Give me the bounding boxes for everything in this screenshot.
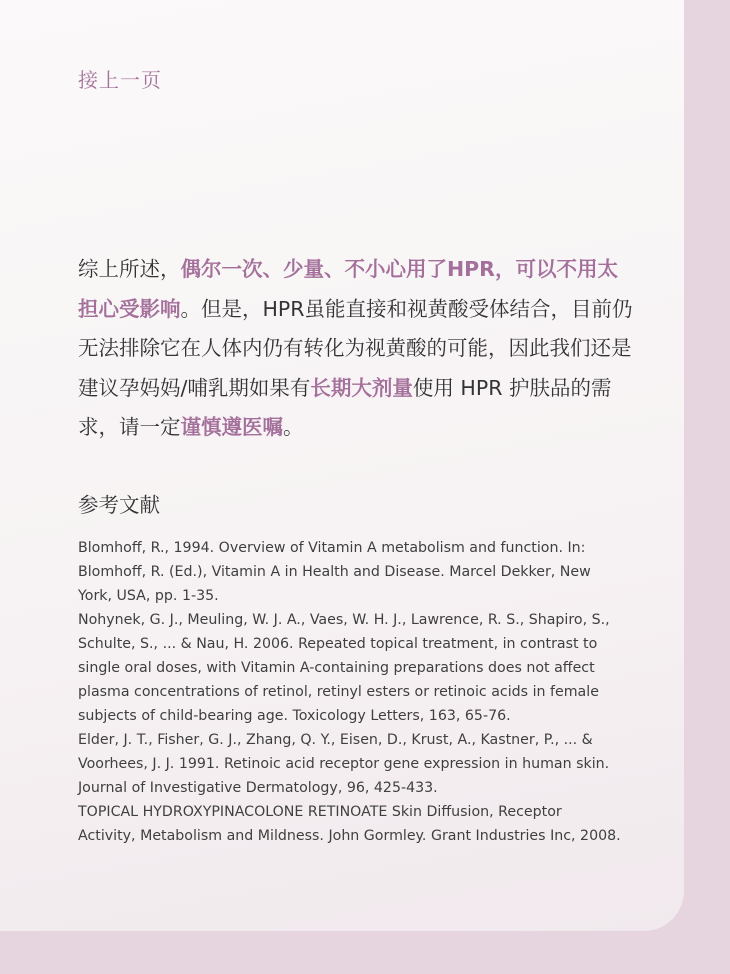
summary-highlight: 偶尔一次、少量、不小心用了HPR，可以不用太担心受影响 xyxy=(78,257,618,321)
references-title: 参考文献 xyxy=(78,493,160,517)
summary-paragraph xyxy=(78,250,638,448)
continued-from-previous-page: 接上一页 xyxy=(78,68,162,92)
summary-text: 使用 HPR 护肤品的需求，请一定 xyxy=(78,375,612,439)
reference-item: Blomhoff, R., 1994. Overview of Vitamin A metabolism and function. In: Blomhoff, R. (Ed.), Vitamin A in Health and Disease. Marcel Dekker, New York, USA, pp. 1-35. xyxy=(78,540,591,604)
reference-item: Elder, J. T., Fisher, G. J., Zhang, Q. Y., Eisen, D., Krust, A., Kastner, P., ... & Voorhees, J. J. 1991. Retinoic acid receptor gene expression in human skin. Journal of Investigative Dermatology, 96, 425-433. xyxy=(78,732,610,796)
summary-highlight: 长期大剂量 xyxy=(310,375,413,400)
summary-text: 综上所述， xyxy=(78,257,181,281)
summary-text: 。但是，HPR虽能直接和视黄酸受体结合，目前仍无法排除它在人体内仍有转化为视黄酸的可能，因此我们还是建议孕妈妈/哺乳期如果有 xyxy=(78,296,633,400)
reference-item: Nohynek, G. J., Meuling, W. J. A., Vaes, W. H. J., Lawrence, R. S., Shapiro, S., Schulte, S., ... & Nau, H. 2006. Repeated topical treatment, in contrast to single oral doses, with Vitamin A-containing preparations does not affect plasma concentrations of retinol, retinyl esters or retinoic acids in female subjects of child-bearing age. Toxicology Letters, 163, 65-76. xyxy=(78,612,610,724)
summary-text: 。 xyxy=(283,415,304,439)
summary-highlight: 谨慎遵医嘱 xyxy=(180,415,283,439)
reference-item: TOPICAL HYDROXYPINACOLONE RETINOATE Skin Diffusion, Receptor Activity, Metabolism and Mildness. John Gormley. Grant Industries Inc, 2008. xyxy=(78,804,621,844)
references-list xyxy=(78,536,623,848)
